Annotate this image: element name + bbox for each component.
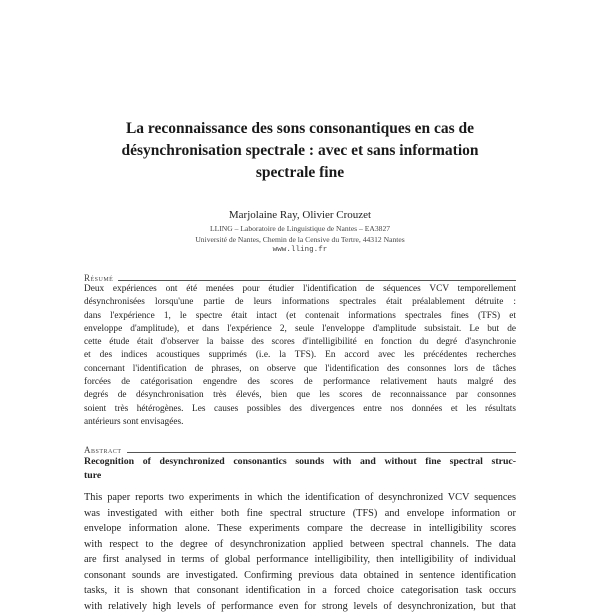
abstract-section — [84, 445, 516, 614]
title-line: désynchronisation spectrale : avec et sans information — [60, 140, 540, 162]
divider — [127, 452, 516, 453]
text-line: antérieurs sont envisagées. — [84, 416, 516, 429]
resume-body — [84, 283, 516, 429]
text-line: was investigated with either both fine spectral structure (TFS) and envelope information or — [84, 506, 516, 522]
title-line: La reconnaissance des sons consonantiques en cas de — [60, 118, 540, 140]
text-line: This paper reports two experiments in which the identification of desynchronized VCV sequences — [84, 490, 516, 506]
text-line: désynchronisées lorsqu'une partie de leurs informations spectrales était préalablement détruite : — [84, 296, 516, 309]
abstract-title-line: Recognition of desynchronized consonantics sounds with and without fine spectral struc- — [84, 455, 516, 469]
affiliation-line: LLING – Laboratoire de Linguistique de Nantes – EA3827 — [60, 223, 540, 234]
text-line: et des indices acoustiques supprimés (i.e. la TFS). En accord avec les précédentes recherches — [84, 349, 516, 362]
text-line: envelope information alone. These experiments compare the decrease in intelligibility scores — [84, 521, 516, 537]
text-line: soient très hétérogènes. Les causes possibles des divergences entre nos données et les résultats — [84, 403, 516, 416]
paper-title — [60, 118, 540, 184]
text-line: Deux expériences ont été menées pour étudier l'identification de séquences VCV temporellement — [84, 283, 516, 296]
text-line: with relatively high levels of performance even for strong levels of desynchronization, but that — [84, 599, 516, 614]
text-line: forcées de catégorisation engendre des scores de performance relativement hauts malgré des — [84, 376, 516, 389]
affiliation — [60, 223, 540, 256]
resume-heading — [84, 273, 516, 283]
text-line: degrés de désynchronisation très élevés, bien que les scores de reconnaissance par consonnes — [84, 389, 516, 402]
text-line: consonant sounds are investigated. Confirming previous data obtained in sentence identification — [84, 568, 516, 584]
affiliation-line: Université de Nantes, Chemin de la Censive du Tertre, 44312 Nantes — [60, 234, 540, 245]
text-line: dans l'expérience 1, le spectre était intact (et contenait informations spectrales fines (TFS) et — [84, 310, 516, 323]
abstract-heading — [84, 445, 516, 455]
text-line: tasks, it is shown that consonant identification in a forced choice categorisation task occurs — [84, 583, 516, 599]
authors: Marjolaine Ray, Olivier Crouzet — [60, 208, 540, 222]
resume-heading-text: Résumé — [84, 273, 113, 283]
abstract-heading-text: Abstract — [84, 445, 122, 455]
divider — [118, 280, 516, 281]
text-line: concernant l'identification de phrases, on observe que l'identification des consonnes lors de tâches — [84, 363, 516, 376]
resume-section — [84, 273, 516, 429]
website-link[interactable]: www.lling.fr — [60, 245, 540, 256]
text-line: cette étude était d'observer la baisse des scores d'intelligibilité en fonction du degré d'asynchronie — [84, 336, 516, 349]
abstract-body — [84, 490, 516, 614]
text-line: enveloppe d'amplitude), et dans l'expérience 2, seule l'enveloppe d'amplitude subsistait. Le but de — [84, 323, 516, 336]
text-line: are first analysed in terms of global performance intelligibility, then intelligibility of individual — [84, 552, 516, 568]
abstract-title-line: ture — [84, 469, 516, 483]
text-line: with respect to the degree of desynchronization applied between spectral channels. The data — [84, 537, 516, 553]
title-line: spectrale fine — [60, 162, 540, 184]
abstract-title — [84, 455, 516, 483]
